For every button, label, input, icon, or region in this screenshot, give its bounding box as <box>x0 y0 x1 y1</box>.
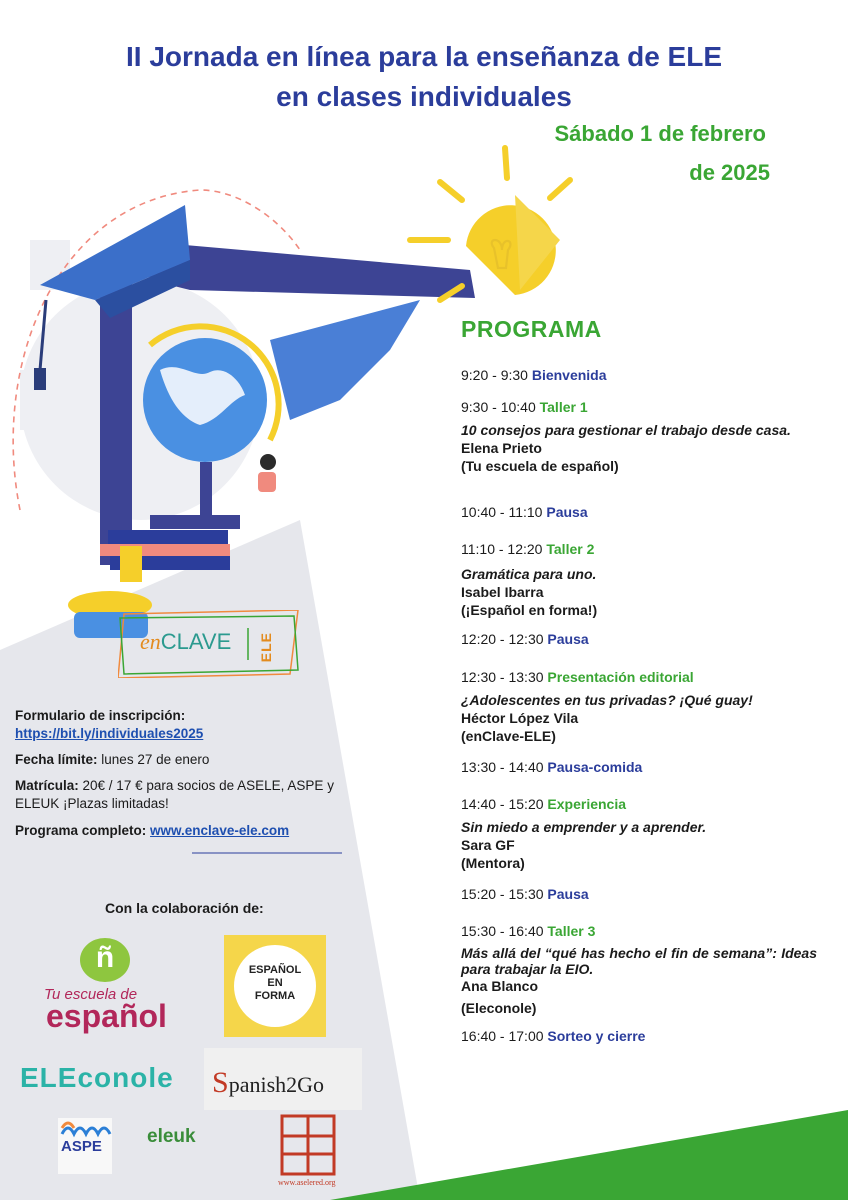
item-description: Sin miedo a emprender y a aprender. <box>461 819 707 835</box>
enforma-line2: EN <box>267 977 283 989</box>
tu-escuela-de-espanol-logo <box>40 938 180 1034</box>
escuela-bubble-letter: ñ <box>80 938 130 982</box>
item-organization: (Eleconole) <box>461 1000 537 1016</box>
item-time: 10:40 - 11:10 <box>461 504 543 520</box>
fee-label: Matrícula: <box>15 778 79 793</box>
program-item-experiencia <box>461 795 817 872</box>
program-item-taller1 <box>461 398 817 475</box>
item-time: 12:20 - 12:30 <box>461 631 544 647</box>
escuela-wordmark: español <box>46 998 167 1034</box>
item-time: 15:30 - 16:40 <box>461 923 544 939</box>
page-title-line2: en clases individuales <box>276 81 572 112</box>
spanish2go-logo <box>204 1048 362 1110</box>
page-title-line1: II Jornada en línea para la enseñanza de ELE <box>126 41 722 72</box>
registration-link[interactable]: https://bit.ly/individuales2025 <box>15 726 204 741</box>
deadline <box>15 751 350 769</box>
full-program-label: Programa completo: <box>15 823 147 838</box>
program-item-presentacion <box>461 668 817 745</box>
escuela-tagline: Tu escuela de <box>44 986 138 1003</box>
eleuk-text: eleuk <box>147 1126 196 1147</box>
item-time: 15:20 - 15:30 <box>461 886 544 902</box>
item-label: Taller 1 <box>539 399 588 415</box>
item-label: Taller 2 <box>546 541 595 557</box>
item-label: Bienvenida <box>531 367 607 383</box>
program-item-taller2 <box>461 540 817 619</box>
program-item-pausa2 <box>461 630 817 648</box>
item-description: Gramática para uno. <box>461 566 597 582</box>
enforma-line1: ESPAÑOL <box>248 964 302 976</box>
program-item-pausa-comida <box>461 758 817 776</box>
item-label: Experiencia <box>547 796 627 812</box>
spanish2go-s: S <box>212 1066 229 1099</box>
book-stack <box>108 530 228 544</box>
item-time: 9:20 - 9:30 <box>461 367 528 383</box>
item-speaker: Héctor López Vila <box>461 710 579 726</box>
item-organization: (Mentora) <box>461 855 525 871</box>
website-link[interactable]: www.enclave-ele.com <box>150 823 290 838</box>
item-label: Pausa <box>547 886 589 902</box>
item-organization: (enClave-ELE) <box>461 728 556 744</box>
collaboration-heading: Con la colaboración de: <box>105 900 264 916</box>
item-description: Más allá del “qué has hecho el fin de semana”: Ideas para trabajar la EIO. <box>461 945 817 977</box>
item-speaker: Elena Prieto <box>461 440 542 456</box>
item-time: 9:30 - 10:40 <box>461 399 536 415</box>
eleuk-logo <box>147 1126 235 1166</box>
item-label: Pausa <box>547 631 589 647</box>
program-heading: PROGRAMA <box>461 316 602 342</box>
eleconole-logo: ELEconole <box>20 1062 174 1093</box>
form-label: Formulario de inscripción: <box>15 708 186 723</box>
full-program <box>15 822 350 840</box>
item-time: 13:30 - 14:40 <box>461 759 544 775</box>
item-organization: (¡Español en forma!) <box>461 602 598 618</box>
deadline-label: Fecha límite: <box>15 752 98 767</box>
item-speaker: Isabel Ibarra <box>461 584 544 600</box>
fee-value: 20€ / 17 € para socios de ASELE, ASPE y ELEUK ¡Plazas limitadas! <box>15 778 334 811</box>
fee <box>15 777 350 813</box>
deadline-value: lunes 27 de enero <box>101 752 210 767</box>
aspe-logo <box>58 1118 112 1174</box>
registration-form <box>15 707 350 743</box>
item-label: Pausa-comida <box>547 759 643 775</box>
lamp-arm <box>140 235 475 298</box>
item-time: 12:30 - 13:30 <box>461 669 544 685</box>
item-description: ¿Adolescentes en tus privadas? ¡Qué guay! <box>461 692 753 708</box>
blue-wedge <box>270 300 420 420</box>
program-item-sorteo <box>461 1027 817 1045</box>
event-date-line2: de 2025 <box>689 160 770 185</box>
program-item-taller3 <box>461 922 817 1017</box>
item-time: 14:40 - 15:20 <box>461 796 544 812</box>
enclave-ele-text: ELE <box>258 632 274 663</box>
enclave-clave-text: CLAVE <box>160 629 232 654</box>
item-label: Taller 3 <box>547 923 596 939</box>
program-item-pausa3 <box>461 885 817 903</box>
item-time: 11:10 - 12:20 <box>461 541 543 557</box>
program-item-bienvenida <box>461 366 817 384</box>
program-item-pausa1 <box>461 503 817 521</box>
asele-logo <box>278 1114 338 1192</box>
item-organization: (Tu escuela de español) <box>461 458 619 474</box>
spanish2go-rest: panish2Go <box>228 1072 325 1097</box>
enforma-line3: FORMA <box>254 990 296 1002</box>
espanol-en-forma-logo <box>224 935 326 1037</box>
enclave-en-text: en <box>140 629 161 654</box>
asele-url[interactable]: www.aselered.org <box>278 1178 336 1187</box>
enclave-ele-logo <box>118 610 302 678</box>
event-date-line1: Sábado 1 de febrero <box>554 121 766 146</box>
item-speaker: Sara GF <box>461 837 515 853</box>
item-label: Pausa <box>546 504 588 520</box>
item-label: Sorteo y cierre <box>547 1028 646 1044</box>
item-description: 10 consejos para gestionar el trabajo desde casa. <box>461 422 791 438</box>
item-label: Presentación editorial <box>547 669 694 685</box>
sun-ray <box>440 182 462 200</box>
aspe-text: ASPE <box>61 1138 102 1155</box>
item-speaker: Ana Blanco <box>461 978 539 994</box>
item-time: 16:40 - 17:00 <box>461 1028 544 1044</box>
